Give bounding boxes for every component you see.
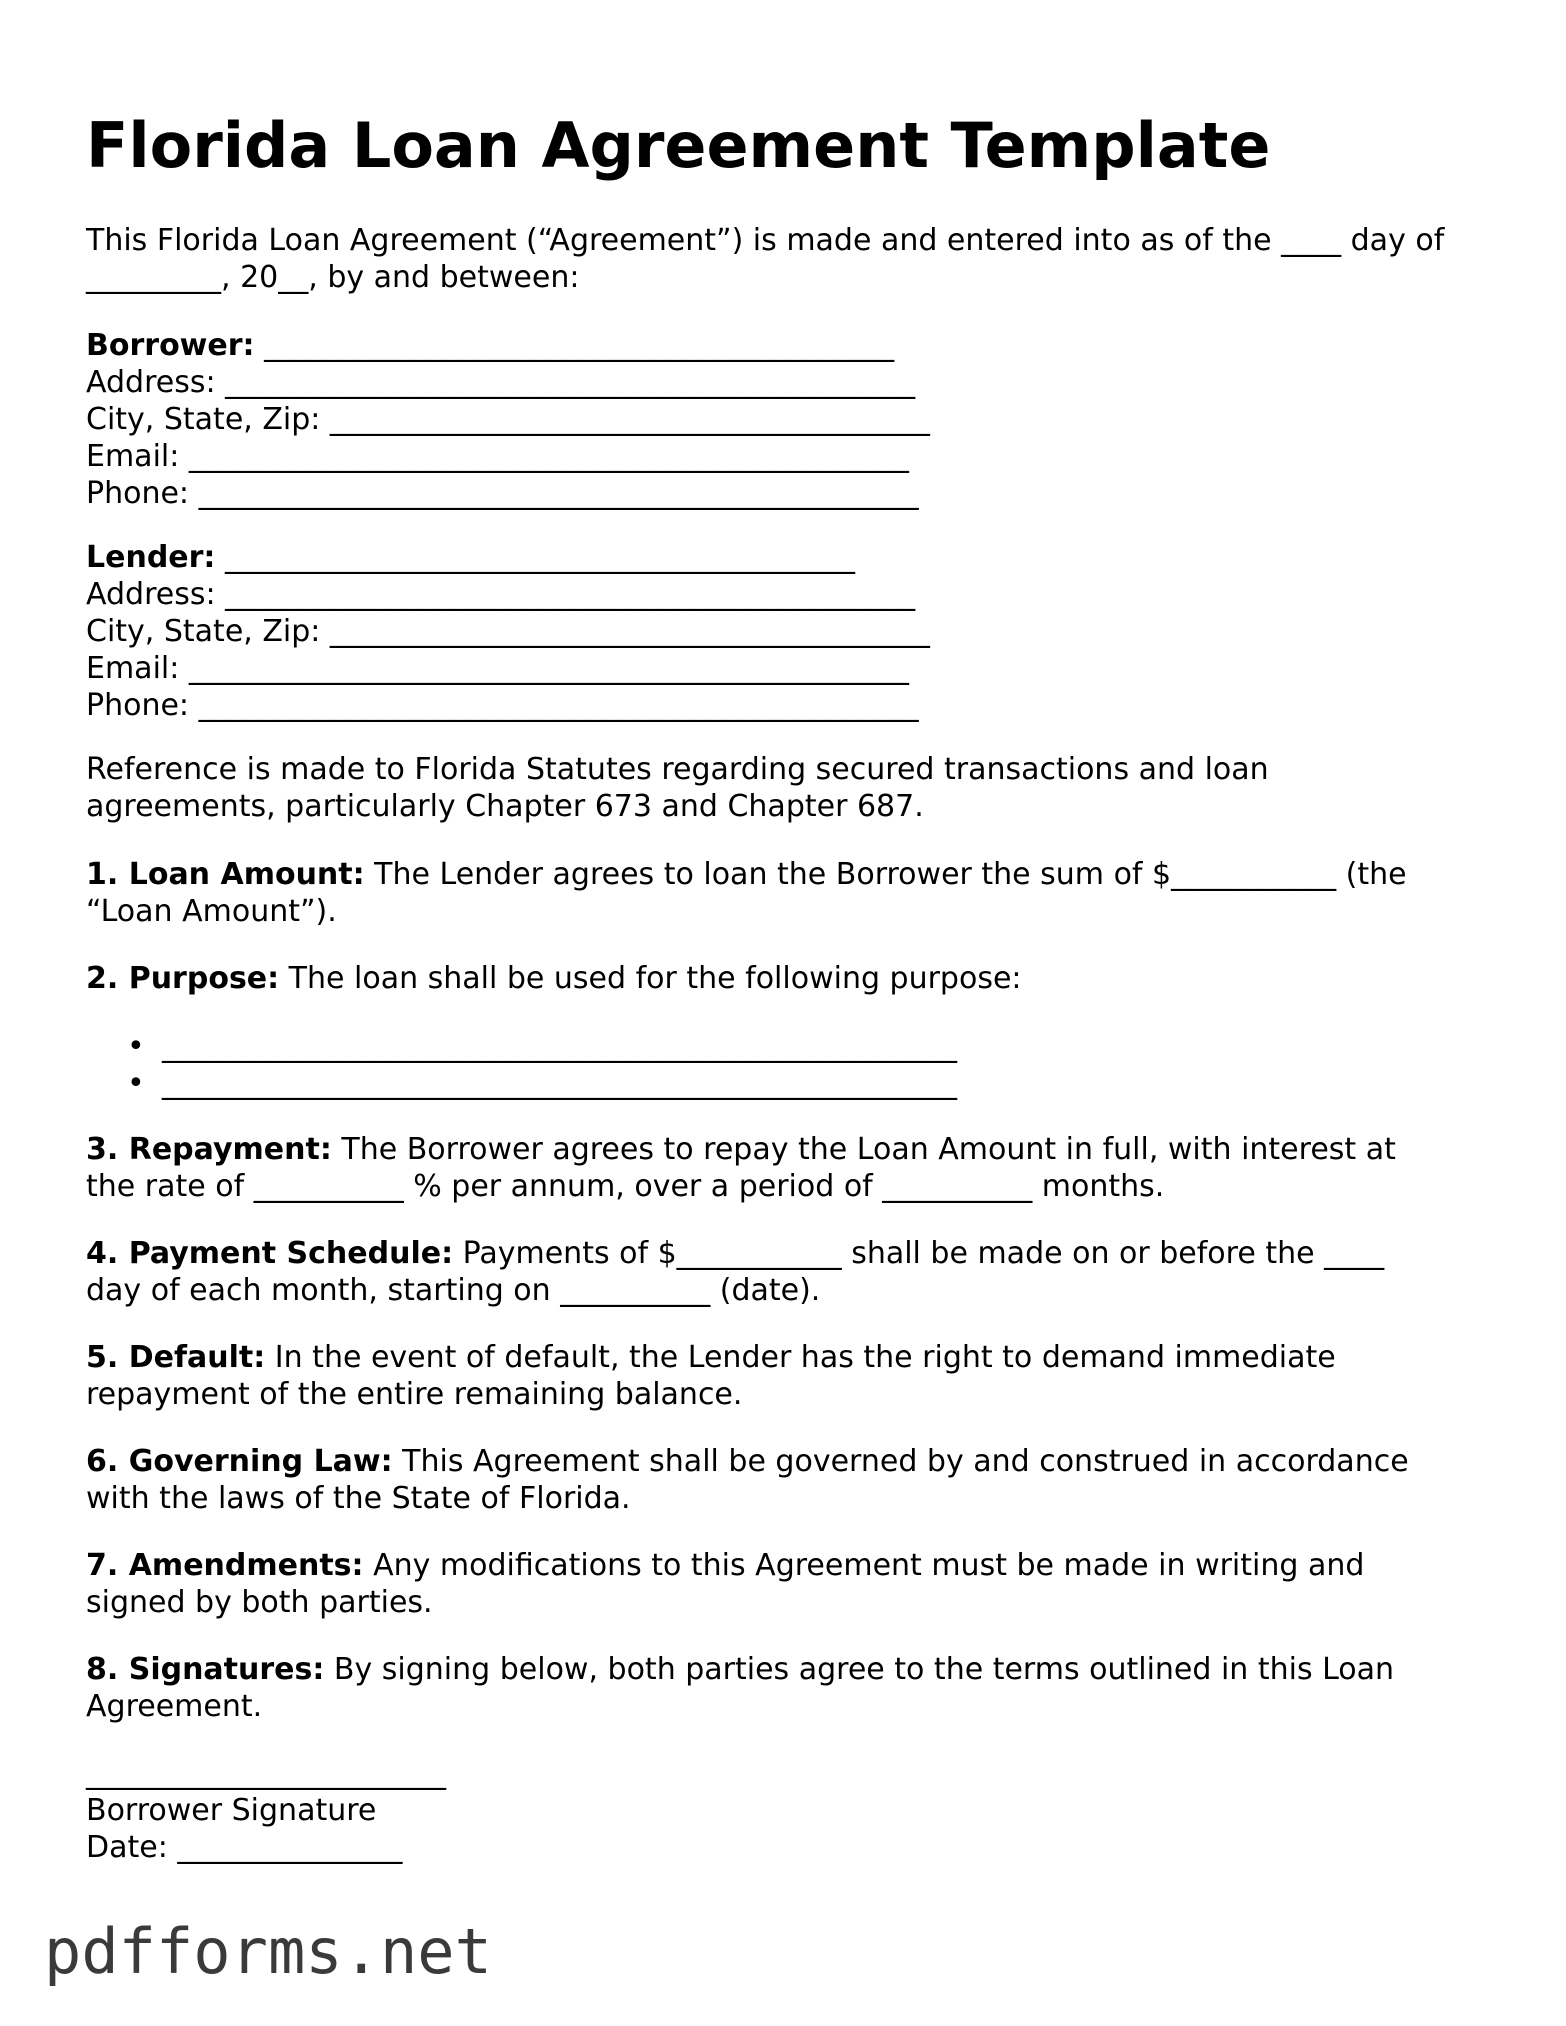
reference-line-2: agreements, particularly Chapter 673 and Chapter 687. xyxy=(86,789,924,824)
reference-paragraph xyxy=(86,751,1486,825)
section-7-line-1 xyxy=(86,1547,1486,1584)
lender-block xyxy=(86,539,1486,724)
section-repayment xyxy=(86,1131,1486,1205)
section-5-line-1 xyxy=(86,1339,1486,1376)
section-5-line-2: repayment of the entire remaining balance. xyxy=(86,1377,743,1412)
section-7-line-2: signed by both parties. xyxy=(86,1585,433,1620)
section-1-line-2: “Loan Amount”). xyxy=(86,894,337,929)
section-2-text: The loan shall be used for the following purpose: xyxy=(279,961,1022,996)
section-5-text: In the event of default, the Lender has the right to demand immediate xyxy=(265,1340,1336,1375)
section-4-heading: 4. Payment Schedule: xyxy=(86,1236,454,1271)
section-2-line-1 xyxy=(86,960,1486,997)
intro-line-2: _________, 20__, by and between: xyxy=(86,260,580,295)
borrower-email: Email: ________________________________________________ xyxy=(86,439,909,474)
section-3-heading: 3. Repayment: xyxy=(86,1132,332,1167)
lender-phone: Phone: ________________________________________________ xyxy=(86,688,919,723)
signature-block xyxy=(86,1755,1486,1866)
section-6-line-1 xyxy=(86,1443,1486,1480)
reference-line-1: Reference is made to Florida Statutes regarding secured transactions and loan xyxy=(86,752,1269,787)
purpose-list xyxy=(86,1028,1486,1102)
section-1-text: The Lender agrees to loan the Borrower the sum of $___________ (the xyxy=(364,857,1407,892)
section-default xyxy=(86,1339,1486,1413)
section-3-line-2: the rate of __________ % per annum, over a period of __________ months. xyxy=(86,1169,1165,1204)
section-8-text: By signing below, both parties agree to the terms outlined in this Loan xyxy=(324,1652,1395,1687)
list-item xyxy=(86,1028,1486,1065)
list-item xyxy=(86,1065,1486,1102)
section-3-text: The Borrower agrees to repay the Loan Amount in full, with interest at xyxy=(331,1132,1396,1167)
borrower-label: Borrower: xyxy=(86,328,255,363)
section-1-line-1 xyxy=(86,856,1486,893)
section-5-heading: 5. Default: xyxy=(86,1340,266,1375)
lender-address: Address: ______________________________________________ xyxy=(86,577,916,612)
section-8-heading: 8. Signatures: xyxy=(86,1652,325,1687)
section-2-heading: 2. Purpose: xyxy=(86,961,280,996)
section-4-line-1 xyxy=(86,1235,1486,1272)
section-4-line-2: day of each month, starting on __________ (date). xyxy=(86,1273,821,1308)
purpose-blank-1: _____________________________________________________ xyxy=(162,1029,957,1064)
borrower-block xyxy=(86,327,1486,512)
section-7-heading: 7. Amendments: xyxy=(86,1548,364,1583)
section-signatures xyxy=(86,1651,1486,1725)
bullet-icon: • xyxy=(127,1066,145,1101)
document-title: Florida Loan Agreement Template xyxy=(86,109,1271,182)
section-3-line-1 xyxy=(86,1131,1486,1168)
intro-line-1: This Florida Loan Agreement (“Agreement”) is made and entered into as of the ____ day of xyxy=(86,223,1445,258)
borrower-address: Address: ______________________________________________ xyxy=(86,365,916,400)
intro-paragraph xyxy=(86,222,1486,296)
section-amendments xyxy=(86,1547,1486,1621)
section-8-line-2: Agreement. xyxy=(86,1689,263,1724)
signature-line: ________________________ xyxy=(86,1756,446,1791)
section-loan-amount xyxy=(86,856,1486,930)
lender-label: Lender: xyxy=(86,540,216,575)
section-7-text: Any modifications to this Agreement must be made in writing and xyxy=(363,1548,1365,1583)
purpose-blank-2: _____________________________________________________ xyxy=(162,1066,957,1101)
section-4-text: Payments of $___________ shall be made on or before the ____ xyxy=(453,1236,1385,1271)
section-purpose xyxy=(86,960,1486,997)
signature-date: Date: _______________ xyxy=(86,1830,403,1865)
section-6-line-2: with the laws of the State of Florida. xyxy=(86,1481,631,1516)
section-governing-law xyxy=(86,1443,1486,1517)
borrower-phone: Phone: ________________________________________________ xyxy=(86,476,919,511)
section-6-heading: 6. Governing Law: xyxy=(86,1444,393,1479)
lender-email: Email: ________________________________________________ xyxy=(86,651,909,686)
borrower-name-blank: __________________________________________ xyxy=(254,328,895,363)
lender-name-blank: __________________________________________ xyxy=(215,540,855,575)
lender-city-state-zip: City, State, Zip: ________________________________________ xyxy=(86,614,930,649)
watermark-logo: pdfforms.net xyxy=(44,1915,492,1988)
section-1-heading: 1. Loan Amount: xyxy=(86,857,365,892)
borrower-city-state-zip: City, State, Zip: ________________________________________ xyxy=(86,402,930,437)
bullet-icon: • xyxy=(127,1029,145,1064)
signature-label: Borrower Signature xyxy=(86,1793,377,1828)
section-6-text: This Agreement shall be governed by and construed in accordance xyxy=(392,1444,1409,1479)
section-payment-schedule xyxy=(86,1235,1486,1309)
lender-name-line xyxy=(86,539,1486,576)
section-8-line-1 xyxy=(86,1651,1486,1688)
borrower-name-line xyxy=(86,327,1486,364)
